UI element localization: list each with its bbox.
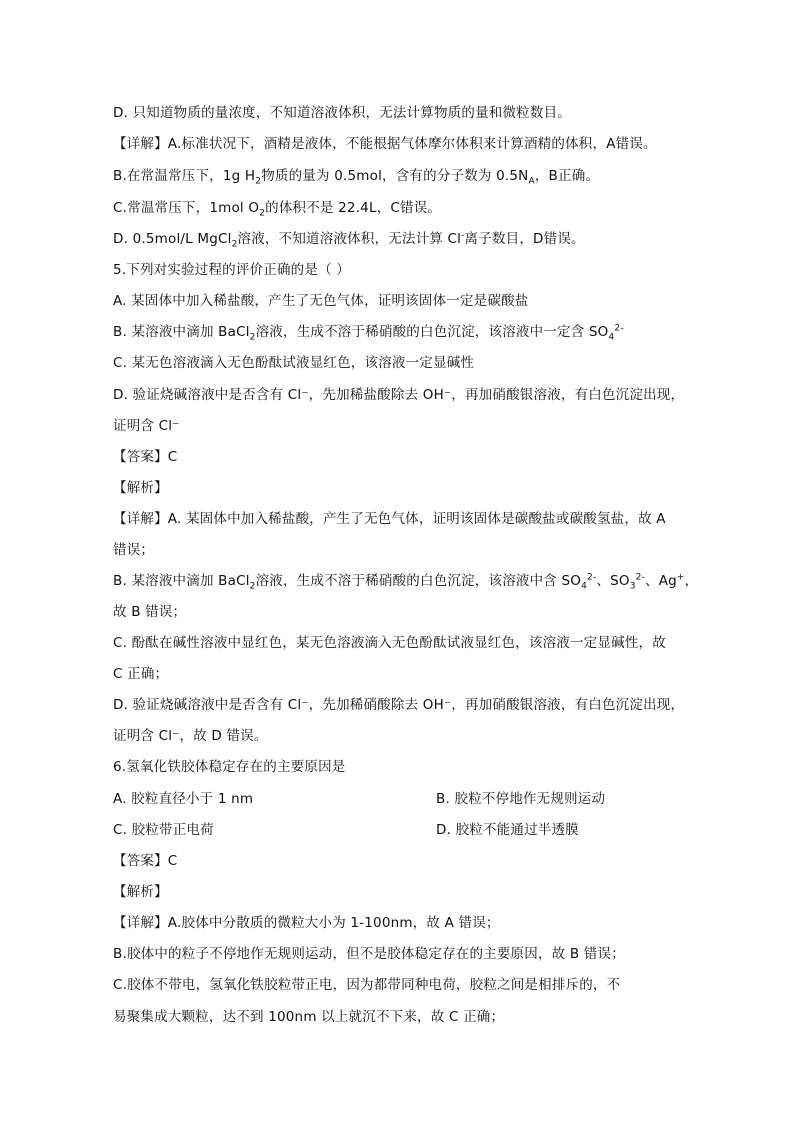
answer-label: 【答案】C — [113, 449, 178, 465]
text-line: C.常温常压下，1mol $O_2$的体积不是 22.4L，C错误。 — [113, 200, 442, 219]
option-a: A. 某固体中加入稀盐酸，产生了无色气体，证明该固体一定是碳酸盐 — [113, 293, 529, 309]
text-line: C.胶体不带电，氢氧化铁胶粒带正电，因为都带同种电荷，胶粒之间是相排斥的，不 — [113, 977, 621, 993]
text-line: C. 酚酞在碱性溶液中显红色，某无色溶液滴入无色酚酞试液显红色，该溶液一定显碱性，故 — [113, 635, 666, 651]
analysis-label: 【解析】 — [113, 480, 168, 496]
text-line: C 正确； — [113, 666, 169, 682]
text-line: 证明含 Cl⁻，故 D 错误。 — [113, 728, 268, 744]
text-line: 易聚集成大颗粒，达不到 100nm 以上就沉不下来，故 C 正确； — [113, 1009, 505, 1025]
question-title: 5.下列对实验过程的评价正确的是（ ） — [113, 262, 350, 278]
text-line: 【详解】A.胶体中分散质的微粒大小为 1-100nm，故 A 错误； — [113, 915, 500, 931]
text-line: B.在常温常压下，1g $H_2$物质的量为 0.5mol，含有的分子数为 $0.5N_A$，B正确。 — [113, 168, 600, 187]
option-d: D. 验证烧碱溶液中是否含有 Cl⁻，先加稀盐酸除去 OH⁻，再加硝酸银溶液，有白色沉淀出现， — [113, 387, 685, 403]
answer-label: 【答案】C — [113, 853, 178, 869]
text-line: D. 0.5mol/L MgCl$_2$溶液，不知道溶液体积，无法计算 Cl-离子数目，D错误。 — [113, 230, 585, 250]
option-a: A. 胶粒直径小于 1 nm — [113, 791, 254, 807]
text-line: 证明含 Cl⁻ — [113, 418, 180, 434]
option-b: B. 胶粒不停地作无规则运动 — [436, 791, 606, 807]
question-title: 6.氢氧化铁胶体稳定存在的主要原因是 — [113, 759, 346, 775]
analysis-label: 【解析】 — [113, 884, 168, 900]
text-line: 错误； — [113, 542, 155, 558]
text-line: 【详解】A.标准状况下，酒精是液体，不能根据气体摩尔体积来计算酒精的体积，A错误。 — [113, 136, 657, 152]
option-c: C. 胶粒带正电荷 — [113, 822, 214, 838]
option-b: B. 某溶液中滴加 BaCl$_2$溶液，生成不溶于稀硝酸的白色沉淀，该溶液中一定含 $SO_4^{2-}$ — [113, 323, 624, 343]
text-line: 故 B 错误； — [113, 604, 187, 620]
text-line: D. 只知道物质的量浓度，不知道溶液体积，无法计算物质的量和微粒数目。 — [113, 105, 571, 121]
text-line: 【详解】A. 某固体中加入稀盐酸，产生了无色气体，证明该固体是碳酸盐或碳酸氢盐，故 A — [113, 511, 666, 527]
text-line: D. 验证烧碱溶液中是否含有 Cl⁻，先加稀硝酸除去 OH⁻，再加硝酸银溶液，有白色沉淀出现， — [113, 697, 685, 713]
option-c: C. 某无色溶液滴入无色酚酞试液显红色，该溶液一定显碱性 — [113, 355, 475, 371]
text-line: B. 某溶液中滴加 BaCl$_2$溶液，生成不溶于稀硝酸的白色沉淀，该溶液中含 $SO_4^{2-}$、$SO_3^{2-}$、Ag+， — [113, 572, 699, 592]
text-line: B.胶体中的粒子不停地作无规则运动，但不是胶体稳定存在的主要原因，故 B 错误； — [113, 946, 625, 962]
option-d: D. 胶粒不能通过半透膜 — [436, 822, 579, 838]
